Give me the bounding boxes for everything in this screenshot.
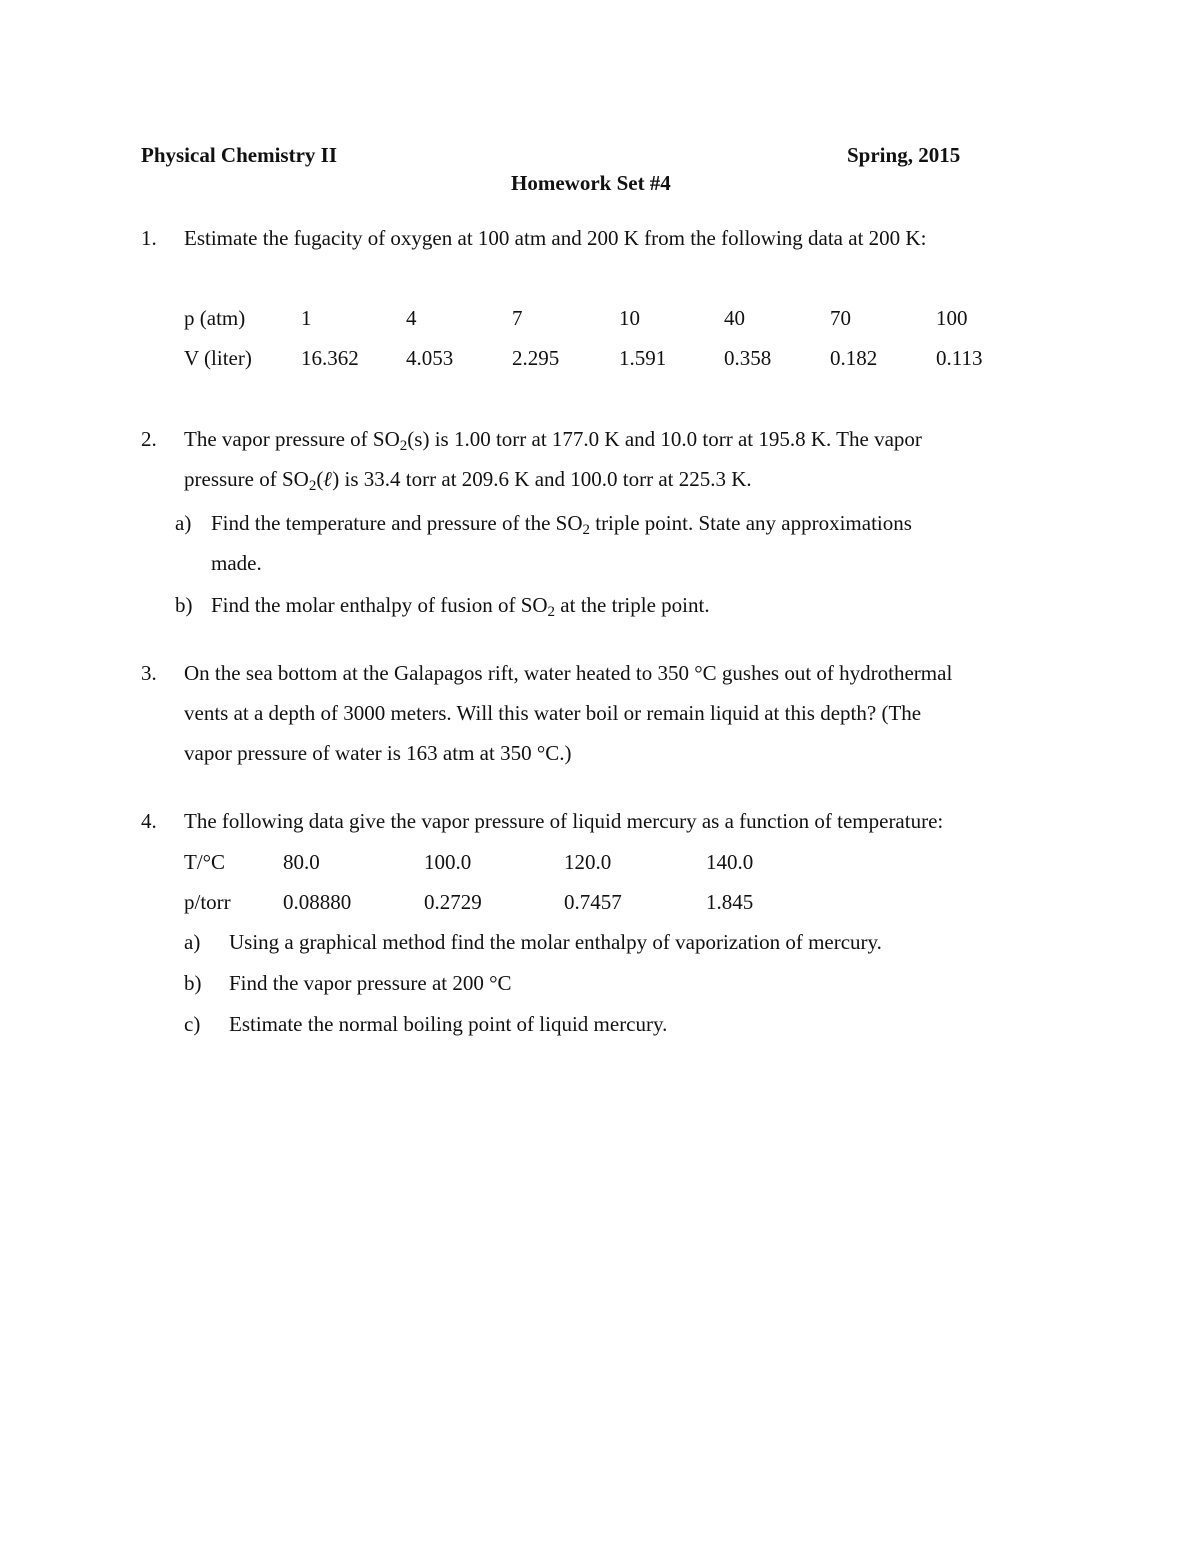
part-text-a: Find the temperature and pressure of the $SO_2$ triple point. State any approximations bbox=[211, 511, 912, 538]
table-cell: 100.0 bbox=[424, 850, 472, 874]
question-number: 1. bbox=[141, 226, 157, 250]
page-title: Homework Set #4 bbox=[511, 171, 671, 195]
term: Spring, 2015 bbox=[847, 143, 961, 167]
question-number: 4. bbox=[141, 809, 157, 833]
table-cell: 16.362 bbox=[301, 346, 359, 370]
table-cell: 10 bbox=[619, 306, 640, 330]
part-label: a) bbox=[184, 930, 201, 954]
table-cell: 0.358 bbox=[724, 346, 772, 370]
table-cell: 0.113 bbox=[936, 346, 983, 370]
table-cell: 7 bbox=[512, 306, 523, 330]
part-text-a-cont: made. bbox=[211, 551, 262, 575]
table-cell: 0.7457 bbox=[564, 890, 622, 914]
question-text: Estimate the fugacity of oxygen at 100 atm and 200 K from the following data at 200 K: bbox=[184, 226, 927, 250]
question-text-line: vapor pressure of water is 163 atm at 350 °C.) bbox=[184, 741, 572, 765]
part-label: b) bbox=[175, 593, 193, 617]
row-label: T/°C bbox=[184, 850, 226, 874]
table-cell: 0.08880 bbox=[283, 890, 352, 914]
part-text-b: Find the vapor pressure at 200 °C bbox=[229, 971, 512, 995]
table-cell: 80.0 bbox=[283, 850, 320, 874]
question-text-line: On the sea bottom at the Galapagos rift, water heated to 350 °C gushes out of hydrothermal bbox=[184, 661, 953, 685]
part-label: b) bbox=[184, 971, 202, 995]
row-label: p (atm) bbox=[184, 306, 246, 330]
table-cell: 4.053 bbox=[406, 346, 454, 370]
part-text-b: Find the molar enthalpy of fusion of $SO_2$ at the triple point. bbox=[211, 593, 710, 620]
part-label: a) bbox=[175, 511, 192, 535]
question-number: 3. bbox=[141, 661, 157, 685]
table-cell: 140.0 bbox=[706, 850, 754, 874]
question-text-line: pressure of $SO_2(\ell)$ is 33.4 torr at 209.6 K and 100.0 torr at 225.3 K. bbox=[184, 467, 752, 494]
table-cell: 1.591 bbox=[619, 346, 667, 370]
part-text-a: Using a graphical method find the molar enthalpy of vaporization of mercury. bbox=[229, 930, 882, 954]
row-label: p/torr bbox=[184, 890, 231, 914]
part-text-c: Estimate the normal boiling point of liquid mercury. bbox=[229, 1012, 668, 1036]
row-label: V (liter) bbox=[184, 346, 252, 370]
question-text-line: vents at a depth of 3000 meters. Will this water boil or remain liquid at this depth? (The bbox=[184, 701, 922, 725]
course-title: Physical Chemistry II bbox=[141, 143, 337, 167]
question-number: 2. bbox=[141, 427, 157, 451]
table-cell: 1 bbox=[301, 306, 312, 330]
table-cell: 100 bbox=[936, 306, 968, 330]
table-cell: 1.845 bbox=[706, 890, 754, 914]
table-cell: 0.182 bbox=[830, 346, 878, 370]
table-cell: 120.0 bbox=[564, 850, 612, 874]
table-cell: 4 bbox=[406, 306, 417, 330]
question-text-line: The vapor pressure of $SO_2(s)$ is 1.00 torr at 177.0 K and 10.0 torr at 195.8 K. The vapor bbox=[184, 427, 922, 454]
table-cell: 2.295 bbox=[512, 346, 560, 370]
part-label: c) bbox=[184, 1012, 201, 1036]
table-cell: 70 bbox=[830, 306, 851, 330]
table-cell: 40 bbox=[724, 306, 745, 330]
table-cell: 0.2729 bbox=[424, 890, 482, 914]
question-text: The following data give the vapor pressure of liquid mercury as a function of temperature: bbox=[184, 809, 944, 833]
